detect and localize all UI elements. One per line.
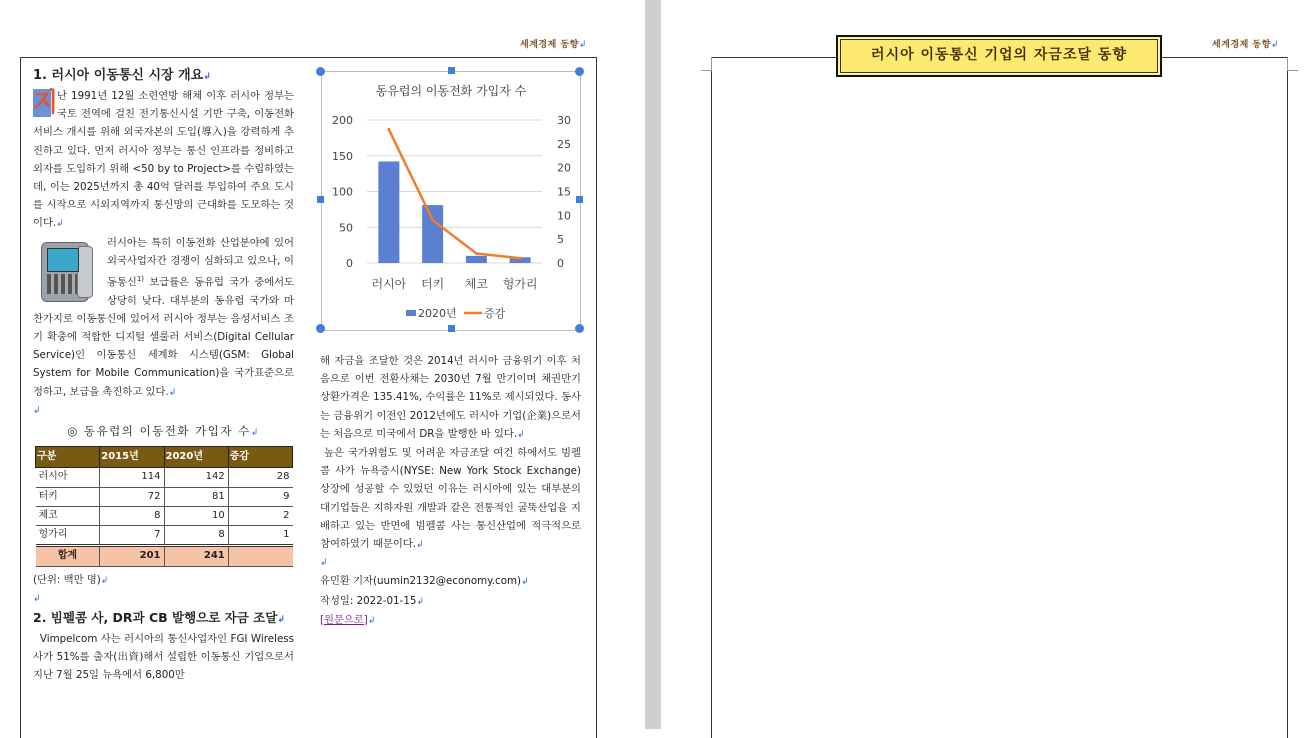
document-page-right xyxy=(661,0,1313,729)
resize-handle-top[interactable] xyxy=(448,67,455,74)
table-cell: 헝가리 xyxy=(36,526,100,546)
page-gutter xyxy=(645,0,661,729)
table-cell: 8 xyxy=(164,526,228,546)
table-cell: 81 xyxy=(164,487,228,506)
bar xyxy=(422,205,443,263)
text-column-left[interactable] xyxy=(33,66,294,685)
resize-handle-bottom[interactable] xyxy=(448,325,455,332)
table-total-row xyxy=(36,546,293,566)
table-cell: 터키 xyxy=(36,487,100,506)
y-tick-label-left: 200 xyxy=(332,114,353,127)
chart-object[interactable] xyxy=(321,71,581,331)
legend-label: 증감 xyxy=(484,307,506,320)
table-header-cell: 증감 xyxy=(228,447,292,468)
resize-handle-right[interactable] xyxy=(576,196,583,203)
table-cell: 8 xyxy=(100,506,164,525)
empty-paragraph: ↲ xyxy=(33,405,41,416)
unit-note: (단위: 백만 명)↲ xyxy=(33,573,109,586)
running-head-left: 세계경제 동향↲ xyxy=(520,40,587,50)
table-row xyxy=(36,506,293,525)
text-column-right[interactable] xyxy=(320,352,581,630)
x-tick-label: 헝가리 xyxy=(502,277,538,291)
margin-corner-mark xyxy=(701,57,712,71)
table-cell xyxy=(228,546,292,566)
dropcap: 지 xyxy=(33,88,59,118)
mobile-phone-image[interactable] xyxy=(33,238,99,304)
chart-svg xyxy=(322,72,580,330)
bar xyxy=(466,256,487,263)
line-point xyxy=(519,257,522,260)
table-cell: 체코 xyxy=(36,506,100,525)
source-link-line: [원문으로]↲ xyxy=(320,613,376,626)
line-point xyxy=(387,128,390,131)
empty-paragraph: ↲ xyxy=(320,558,328,569)
y-tick-label-right: 10 xyxy=(557,209,571,223)
y-tick-label-left: 150 xyxy=(332,149,353,163)
legend-label: 2020년 xyxy=(418,307,457,320)
page-frame-right xyxy=(711,57,1288,738)
table-row xyxy=(36,468,293,487)
line-point xyxy=(475,252,478,255)
section-2-title: 2. 빔펠콤 사, DR과 CB 발행으로 자금 조달↲ xyxy=(33,609,285,625)
document-page-left xyxy=(0,0,645,729)
x-tick-label: 터키 xyxy=(421,277,445,291)
y-tick-label-right: 20 xyxy=(557,161,571,175)
y-tick-label-right: 0 xyxy=(557,257,564,270)
table-caption: ◎ 동유럽의 이동전화 가입자 수↲ xyxy=(67,424,260,439)
y-tick-label-left: 100 xyxy=(332,185,353,199)
table-header-cell: 2020년 xyxy=(164,447,228,468)
line-point xyxy=(431,219,434,222)
table-cell: 114 xyxy=(100,468,164,487)
title-banner[interactable] xyxy=(836,35,1162,77)
resize-handle-left[interactable] xyxy=(317,196,324,203)
paragraph-4: 해 자금을 조달한 것은 2014년 러시아 금융위기 이후 처음으로 이번 전환사채는 2030년 7월 만기이며 채권만기 상환가격은 135.41%, 수익률은 11%로 제시되었다. 동사는 금융위기 이전인 2012년에도 러시아 기업(企業)으로서는 처음으로 미국에서 DR을 발행한 바 있다.↲ xyxy=(320,355,581,440)
x-tick-label: 체코 xyxy=(464,277,488,291)
empty-paragraph: ↲ xyxy=(33,593,41,604)
table-row xyxy=(36,526,293,546)
table-cell: 28 xyxy=(228,468,292,487)
table-cell: 1 xyxy=(228,526,292,546)
paragraph-1: 지 난 1991년 12월 소련연방 해체 이후 러시아 정부는 국토 전역에 걸친 전기통신시설 기반 구축, 이동전화 서비스 개시를 위해 외국자본의 도입(導入)을 강력하게 추진하고 있다. 먼저 러시아 정부는 통신 인프라를 정비하고 외자를 도입하기 위해 <50 by to Project>를 수립하였는데, 이는 2025년까지 총 40억 달러를 투입하여 주요 도시를 시작으로 시외지역까지 통신망의 근대화를 도모하는 것이다.↲ xyxy=(33,88,294,230)
section-1-title: 1. 러시아 이동통신 시장 개요↲ xyxy=(33,68,211,83)
table-cell: 2 xyxy=(228,506,292,525)
table-cell: 9 xyxy=(228,487,292,506)
reporter-line: 유민환 기자(uumin2132@economy.com)↲ xyxy=(320,575,529,588)
table-cell: 합계 xyxy=(36,546,100,566)
resize-handle-top-right[interactable] xyxy=(575,67,584,76)
title-banner-text: 러시아 이동통신 기업의 자금조달 동향 xyxy=(840,39,1158,73)
table-header-row xyxy=(36,447,293,468)
table-header-cell: 구분 xyxy=(36,447,100,468)
paragraph-2: 러시아는 특히 이동전화 산업분야에 있어 외국사업자간 경쟁이 심화되고 있으나, 이동통신$^{1)}$ 보급률은 동유럽 국가 중에서도 상당히 낮다. 대부분의 동유럽 국가와 마찬가지로 이동통신에 있어서 러시아 정부는 음성서비스 조기 확충에 적합한 디지털 셀룰러 서비스(Digital Cellular Service)인 이동통신 세계화 시스템(GSM: Global System for Mobile Communication)을 국가표준으로 정하고, 보급을 촉진하고 있다.↲ xyxy=(33,236,294,398)
chart-title: 동유럽의 이동전화 가입자 수 xyxy=(375,84,527,98)
y-tick-label-right: 15 xyxy=(557,185,571,199)
running-head-right: 세계경제 동향↲ xyxy=(1212,40,1279,50)
legend-swatch-bar xyxy=(406,310,416,316)
table-cell: 201 xyxy=(100,546,164,566)
table-cell: 72 xyxy=(100,487,164,506)
y-tick-label-right: 5 xyxy=(557,233,564,247)
table-row xyxy=(36,487,293,506)
x-tick-label: 러시아 xyxy=(371,277,407,291)
y-tick-label-right: 25 xyxy=(557,137,571,151)
paragraph-3: Vimpelcom 사는 러시아의 통신사업자인 FGI Wireless 사가 51%를 출자(出資)해서 설립한 이동통신 기업으로서 지난 7월 25일 뉴욕에서 6,800만 xyxy=(33,632,295,682)
table-cell: 241 xyxy=(164,546,228,566)
table-cell: 142 xyxy=(164,468,228,487)
y-tick-label-left: 50 xyxy=(339,221,353,235)
y-tick-label-right: 30 xyxy=(557,114,571,127)
y-tick-label-left: 0 xyxy=(346,257,353,270)
line-series xyxy=(389,130,520,259)
resize-handle-top-left[interactable] xyxy=(316,67,325,76)
resize-handle-bottom-right[interactable] xyxy=(575,324,584,333)
source-link[interactable]: [원문으로] xyxy=(320,613,368,626)
table-cell: 러시아 xyxy=(36,468,100,487)
table-cell: 10 xyxy=(164,506,228,525)
date-line: 작성일: 2022-01-15↲ xyxy=(320,594,424,607)
paragraph-5: 높은 국가위험도 및 어려운 자금조달 여건 하에서도 빔펠콤 사가 뉴욕증시(NYSE: New York Stock Exchange) 상장에 성공할 수 있었던 이유는 러시아에 있는 대부분의 대기업들은 지하자원 개발과 같은 전통적인 굴뚝산업을 지배하고 있는 반면에 빔펠콤 사는 통신산업에 적극적으로 참여하였기 때문이다.↲ xyxy=(320,447,581,551)
bar xyxy=(378,161,399,263)
subscriber-table[interactable] xyxy=(35,446,293,566)
table-header-cell: 2015년 xyxy=(100,447,164,468)
resize-handle-bottom-left[interactable] xyxy=(316,324,325,333)
margin-corner-mark xyxy=(1287,57,1298,71)
table-cell: 7 xyxy=(100,526,164,546)
